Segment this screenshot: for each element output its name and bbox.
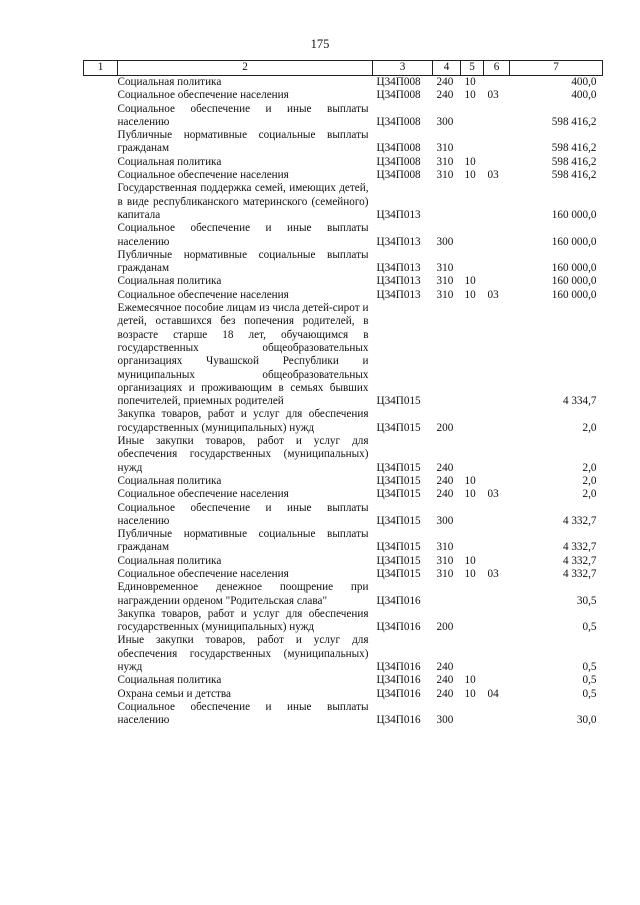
subsection-cell	[484, 555, 510, 568]
amount-cell: 4 332,7	[562, 554, 597, 567]
table-row	[84, 555, 603, 568]
table-row	[84, 502, 603, 529]
section-cell: 10	[464, 275, 476, 288]
row-index-cell	[84, 435, 118, 475]
amount-cell: 598 416,2	[551, 115, 597, 128]
header-col-7: 7	[510, 61, 603, 76]
row-index-cell	[84, 156, 118, 169]
amount-cell: 160 000,0	[551, 235, 597, 248]
item-name-cell: Иные закупки товаров, работ и услуг для обеспечения государственных (муниципальных) нужд	[117, 435, 369, 474]
target-code-cell: Ц34П008	[376, 155, 421, 168]
item-name-cell: Иные закупки товаров, работ и услуг для обеспечения государственных (муниципальных) нужд	[117, 634, 369, 674]
target-code-cell: Ц34П008	[376, 76, 421, 88]
item-name-cell: Социальная политика	[117, 674, 222, 687]
expense-type-cell: 310	[436, 288, 454, 301]
target-code-cell: Ц34П013	[376, 288, 421, 301]
expense-type-cell	[433, 302, 461, 408]
section-cell	[461, 435, 484, 475]
item-name-cell: Социальное обеспечение населения	[117, 567, 289, 580]
header-col-4: 4	[433, 61, 461, 76]
row-index-cell	[84, 568, 118, 581]
item-name-cell: Социальное обеспечение и иные выплаты населению	[117, 700, 369, 727]
amount-cell: 4 332,7	[562, 567, 597, 580]
table-row	[84, 581, 603, 608]
amount-cell: 0,5	[582, 621, 597, 634]
amount-cell: 2,0	[582, 421, 597, 434]
row-index-cell	[84, 488, 118, 501]
header-col-2: 2	[118, 61, 373, 76]
target-code-cell: Ц34П013	[376, 275, 421, 288]
subsection-cell: 04	[487, 687, 499, 700]
row-index-cell	[84, 475, 118, 488]
item-name-cell: Социальное обеспечение и иные выплаты населению	[117, 501, 369, 527]
expense-type-cell: 310	[436, 554, 454, 567]
target-code-cell: Ц34П015	[376, 541, 421, 554]
amount-cell: 160 000,0	[551, 208, 597, 221]
item-name-cell: Ежемесячное пособие лицам из числа детей-сирот и детей, оставшихся без попечения родителей, в возрасте старше 18 лет, обучающимся в государственных общеобразовательных организациях Чувашской Республики и муниципальных общеобразовательных организациях и проживающим в семьях бывших попечителей, приемных родителей	[117, 302, 369, 408]
target-code-cell: Ц34П008	[376, 115, 421, 128]
section-cell: 10	[464, 687, 476, 700]
target-code-cell: Ц34П015	[376, 395, 421, 408]
row-index-cell	[84, 528, 118, 555]
target-code-cell: Ц34П015	[376, 554, 421, 567]
table-row	[84, 701, 603, 728]
expense-type-cell: 310	[436, 142, 454, 155]
row-index-cell	[84, 129, 118, 156]
amount-cell: 30,5	[576, 594, 597, 607]
table-row	[84, 302, 603, 408]
subsection-cell	[484, 408, 510, 435]
target-code-cell: Ц34П008	[376, 142, 421, 155]
header-row	[84, 61, 603, 76]
table-row	[84, 182, 603, 222]
row-index-cell	[84, 674, 118, 687]
row-index-cell	[84, 182, 118, 222]
budget-table	[83, 60, 603, 728]
table-row	[84, 129, 603, 156]
row-index-cell	[84, 581, 118, 608]
row-index-cell	[84, 289, 118, 302]
amount-cell: 598 416,2	[551, 169, 597, 182]
section-cell	[461, 103, 484, 130]
expense-type-cell: 200	[436, 421, 454, 434]
row-index-cell	[84, 249, 118, 276]
row-index-cell	[84, 634, 118, 674]
amount-cell: 160 000,0	[551, 275, 597, 288]
section-cell	[461, 182, 484, 222]
subsection-cell	[484, 249, 510, 276]
section-cell	[461, 528, 484, 555]
item-name-cell: Социальное обеспечение населения	[117, 488, 289, 501]
target-code-cell: Ц34П008	[376, 169, 421, 182]
expense-type-cell: 240	[436, 89, 454, 102]
table-row	[84, 408, 603, 435]
subsection-cell: 03	[487, 288, 499, 301]
row-index-cell	[84, 555, 118, 568]
subsection-cell: 03	[487, 169, 499, 182]
header-col-6: 6	[484, 61, 510, 76]
header-col-1: 1	[84, 61, 118, 76]
subsection-cell	[484, 634, 510, 674]
amount-cell: 0,5	[582, 687, 597, 700]
expense-type-cell: 310	[436, 169, 454, 182]
amount-cell: 2,0	[582, 461, 597, 474]
subsection-cell	[484, 435, 510, 475]
expense-type-cell: 310	[436, 567, 454, 580]
row-index-cell	[84, 222, 118, 249]
table-row	[84, 568, 603, 581]
amount-cell: 0,5	[582, 674, 597, 687]
amount-cell: 0,5	[582, 661, 597, 674]
item-name-cell: Охрана семьи и детства	[117, 687, 231, 700]
subsection-cell: 03	[487, 567, 499, 580]
subsection-cell	[484, 129, 510, 156]
table-row	[84, 249, 603, 276]
expense-type-cell	[433, 581, 461, 608]
item-name-cell: Публичные нормативные социальные выплаты гражданам	[117, 248, 369, 275]
subsection-cell	[484, 156, 510, 169]
item-name-cell: Единовременное денежное поощрение при награждении орденом "Родительская слава"	[117, 581, 369, 607]
item-name-cell: Социальное обеспечение населения	[117, 169, 289, 182]
subsection-cell: 03	[487, 488, 499, 501]
target-code-cell: Ц34П015	[376, 474, 421, 487]
section-cell	[461, 302, 484, 408]
amount-cell: 4 334,7	[562, 395, 597, 408]
table-row	[84, 222, 603, 249]
row-index-cell	[84, 408, 118, 435]
table-row	[84, 674, 603, 687]
table-row	[84, 528, 603, 555]
table-row	[84, 475, 603, 488]
expense-type-cell: 240	[436, 488, 454, 501]
target-code-cell: Ц34П013	[376, 235, 421, 248]
item-name-cell: Публичные нормативные социальные выплаты гражданам	[117, 528, 369, 554]
page-number: 175	[310, 37, 330, 51]
item-name-cell: Закупка товаров, работ и услуг для обеспечения государственных (муниципальных) нужд	[117, 607, 369, 634]
target-code-cell: Ц34П013	[376, 208, 421, 221]
item-name-cell: Социальная политика	[117, 275, 222, 288]
section-cell: 10	[464, 674, 476, 687]
item-name-cell: Социальное обеспечение и иные выплаты населению	[117, 222, 369, 248]
section-cell	[461, 502, 484, 529]
item-name-cell: Социальное обеспечение населения	[117, 288, 289, 301]
target-code-cell: Ц34П016	[376, 621, 421, 634]
table-row	[84, 76, 603, 90]
expense-type-cell: 300	[436, 235, 454, 248]
section-cell: 10	[464, 169, 476, 182]
section-cell: 10	[464, 76, 476, 88]
section-cell: 10	[464, 155, 476, 168]
table-row	[84, 608, 603, 635]
section-cell: 10	[464, 554, 476, 567]
expense-type-cell: 310	[436, 541, 454, 554]
section-cell	[461, 581, 484, 608]
target-code-cell: Ц34П015	[376, 461, 421, 474]
target-code-cell: Ц34П016	[376, 661, 421, 674]
amount-cell: 598 416,2	[551, 142, 597, 155]
row-index-cell	[84, 169, 118, 182]
row-index-cell	[84, 688, 118, 701]
section-cell: 10	[464, 474, 476, 487]
expense-type-cell: 200	[436, 621, 454, 634]
amount-cell: 598 416,2	[551, 155, 597, 168]
amount-cell: 160 000,0	[551, 262, 597, 275]
section-cell: 10	[464, 567, 476, 580]
expense-type-cell: 240	[436, 687, 454, 700]
section-cell: 10	[464, 488, 476, 501]
table-row	[84, 156, 603, 169]
subsection-cell	[484, 528, 510, 555]
item-name-cell: Закупка товаров, работ и услуг для обеспечения государственных (муниципальных) нужд	[117, 408, 369, 434]
section-cell	[461, 129, 484, 156]
row-index-cell	[84, 275, 118, 288]
target-code-cell: Ц34П015	[376, 421, 421, 434]
target-code-cell: Ц34П015	[376, 567, 421, 580]
row-index-cell	[84, 302, 118, 408]
expense-type-cell: 300	[436, 714, 454, 727]
section-cell: 10	[464, 89, 476, 102]
header-col-3: 3	[373, 61, 433, 76]
item-name-cell: Социальное обеспечение и иные выплаты населению	[117, 102, 369, 128]
table-row	[84, 89, 603, 102]
expense-type-cell: 240	[436, 474, 454, 487]
subsection-cell	[484, 674, 510, 687]
section-cell	[461, 608, 484, 635]
subsection-cell: 03	[487, 89, 499, 102]
table-row	[84, 435, 603, 475]
table-header	[84, 61, 603, 76]
target-code-cell: Ц34П008	[376, 89, 421, 102]
expense-type-cell: 240	[436, 461, 454, 474]
expense-type-cell: 310	[436, 155, 454, 168]
section-cell	[461, 701, 484, 728]
subsection-cell	[484, 302, 510, 408]
item-name-cell: Социальная политика	[117, 76, 222, 88]
subsection-cell	[484, 103, 510, 130]
item-name-cell: Социальная политика	[117, 155, 222, 168]
section-cell	[461, 222, 484, 249]
target-code-cell: Ц34П015	[376, 488, 421, 501]
section-cell	[461, 249, 484, 276]
item-name-cell: Социальная политика	[117, 474, 222, 487]
target-code-cell: Ц34П013	[376, 262, 421, 275]
table-row	[84, 634, 603, 674]
expense-type-cell	[433, 182, 461, 222]
row-index-cell	[84, 608, 118, 635]
table-row	[84, 275, 603, 288]
expense-type-cell: 240	[436, 661, 454, 674]
subsection-cell	[484, 701, 510, 728]
table-row	[84, 103, 603, 130]
row-index-cell	[84, 502, 118, 529]
target-code-cell: Ц34П016	[376, 674, 421, 687]
expense-type-cell: 310	[436, 275, 454, 288]
row-index-cell	[84, 76, 118, 90]
row-index-cell	[84, 103, 118, 130]
expense-type-cell: 240	[436, 76, 454, 88]
amount-cell: 30,0	[576, 714, 597, 727]
amount-cell: 2,0	[582, 488, 597, 501]
amount-cell: 400,0	[571, 76, 597, 88]
item-name-cell: Государственная поддержка семей, имеющих детей, в виде республиканского материнского (семейного) капитала	[117, 182, 369, 221]
table-row	[84, 688, 603, 701]
table-row	[84, 169, 603, 182]
expense-type-cell: 240	[436, 674, 454, 687]
amount-cell: 160 000,0	[551, 288, 597, 301]
amount-cell: 4 332,7	[562, 514, 597, 527]
section-cell: 10	[464, 288, 476, 301]
table-body	[84, 76, 603, 728]
section-cell	[461, 408, 484, 435]
row-index-cell	[84, 89, 118, 102]
amount-cell: 400,0	[571, 89, 597, 102]
expense-type-cell: 310	[436, 262, 454, 275]
amount-cell: 4 332,7	[562, 541, 597, 554]
target-code-cell: Ц34П016	[376, 687, 421, 700]
row-index-cell	[84, 701, 118, 728]
amount-cell: 2,0	[582, 474, 597, 487]
item-name-cell: Социальная политика	[117, 554, 222, 567]
subsection-cell	[484, 502, 510, 529]
section-cell	[461, 634, 484, 674]
subsection-cell	[484, 475, 510, 488]
subsection-cell	[484, 275, 510, 288]
subsection-cell	[484, 222, 510, 249]
subsection-cell	[484, 608, 510, 635]
subsection-cell	[484, 182, 510, 222]
table-row	[84, 289, 603, 302]
item-name-cell: Социальное обеспечение населения	[117, 89, 289, 102]
target-code-cell: Ц34П016	[376, 594, 421, 607]
header-col-5: 5	[461, 61, 484, 76]
expense-type-cell: 300	[436, 115, 454, 128]
item-name-cell: Публичные нормативные социальные выплаты гражданам	[117, 129, 369, 155]
subsection-cell	[484, 581, 510, 608]
subsection-cell	[484, 76, 510, 90]
table-row	[84, 488, 603, 501]
target-code-cell: Ц34П016	[376, 714, 421, 727]
expense-type-cell: 300	[436, 514, 454, 527]
target-code-cell: Ц34П015	[376, 514, 421, 527]
